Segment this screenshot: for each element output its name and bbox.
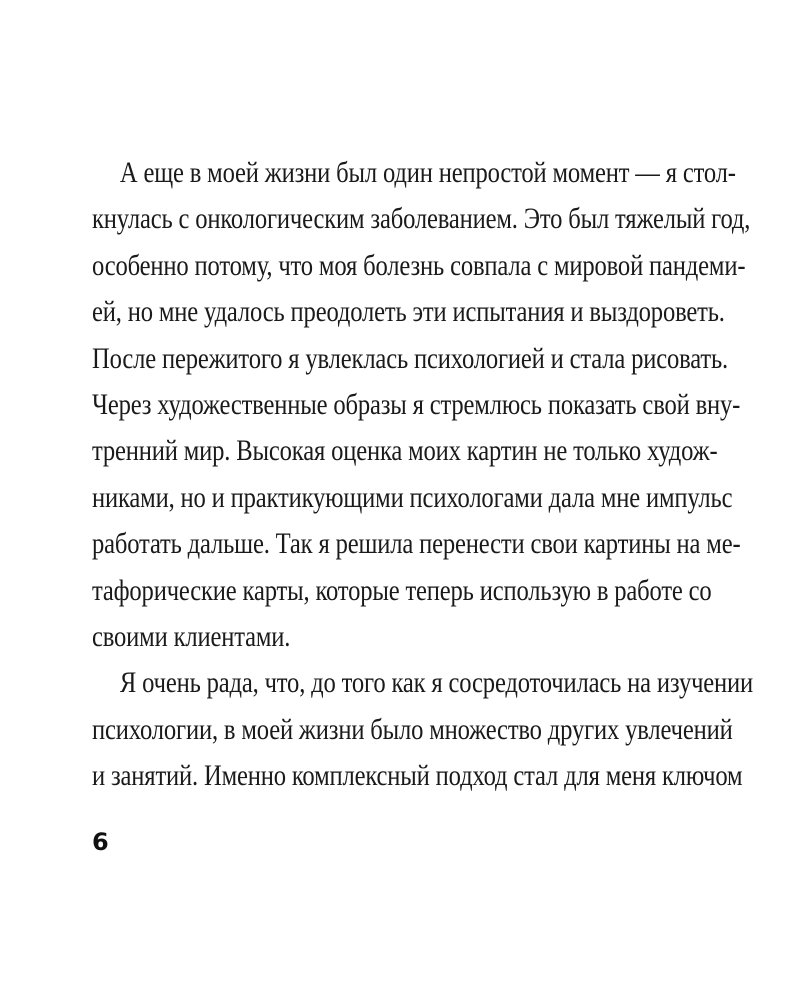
text-line: тренний мир. Высокая оценка моих картин не только худож- xyxy=(92,434,718,468)
text-line: Через художественные образы я стремлюсь показать свой вну- xyxy=(92,387,741,421)
text-line: и занятий. Именно комплексный подход стал для меня ключом xyxy=(92,759,743,793)
text-line: А еще в моей жизни был один непростой момент — я стол- xyxy=(119,156,736,189)
text-line: своими клиентами. xyxy=(92,619,291,653)
text-line: После пережитого я увлеклась психологией и стала рисовать. xyxy=(92,341,729,375)
page-number: 6 xyxy=(92,828,109,856)
text-line: психологии, в моей жизни было множество других увлечений xyxy=(92,712,733,746)
text-line: кнулась с онкологическим заболеванием. Это был тяжелый год, xyxy=(92,202,751,236)
text-line: тафорические карты, которые теперь использую в работе со xyxy=(92,573,712,607)
text-line: ей, но мне удалось преодолеть эти испытания и выздороветь. xyxy=(92,295,725,329)
text-line: особенно потому, что моя болезнь совпала с мировой пандеми- xyxy=(92,248,746,282)
text-line: работать дальше. Так я решила перенести свои картины на ме- xyxy=(92,527,741,561)
text-line: Я очень рада, что, до того как я сосредоточилась на изучении xyxy=(119,666,754,700)
text-line: никами, но и практикующими психологами дала мне импульс xyxy=(92,480,733,514)
body-text xyxy=(92,150,754,799)
